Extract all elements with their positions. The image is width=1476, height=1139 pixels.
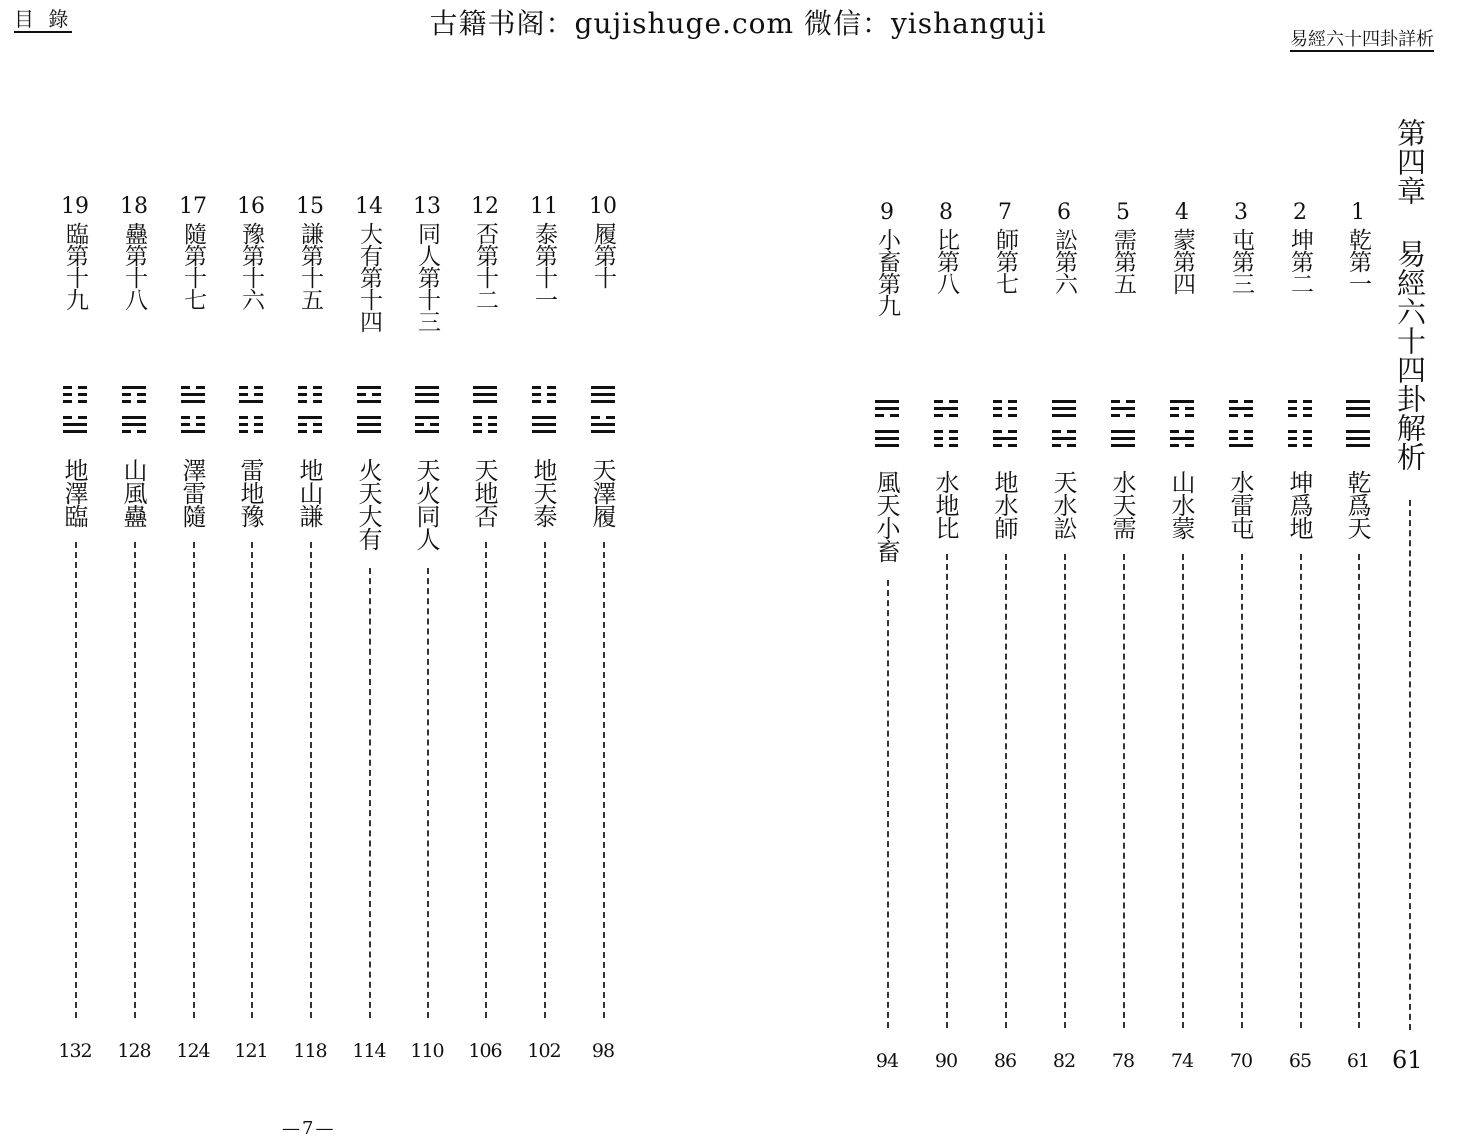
page-number: 70 <box>1229 1050 1253 1072</box>
yang-line <box>1111 407 1135 410</box>
header-left-label: 目 錄 <box>14 7 73 31</box>
trigram-icon <box>122 416 146 434</box>
entry-title: 坤第二 <box>1287 228 1313 294</box>
yang-line <box>181 430 205 433</box>
entry-title: 屯第三 <box>1228 228 1254 294</box>
hexagram-name: 火天大有 <box>354 458 382 550</box>
leader-dashes <box>134 542 136 1018</box>
trigram-icon <box>1111 400 1135 418</box>
yin-line <box>181 386 205 389</box>
toc-entry[interactable] <box>407 0 447 1134</box>
trigram-icon <box>1052 400 1076 418</box>
yin-line <box>1229 430 1253 433</box>
entry-title: 臨第十九 <box>62 222 88 310</box>
yin-line <box>298 423 322 426</box>
trigram-icon <box>1229 400 1253 418</box>
entry-number: 14 <box>355 194 383 219</box>
yang-line <box>415 430 439 433</box>
leader-dashes <box>1358 554 1360 1028</box>
page-number: 94 <box>875 1050 899 1072</box>
toc-entry[interactable] <box>583 0 623 1134</box>
entry-number: 16 <box>237 194 265 219</box>
page-number: 78 <box>1111 1050 1135 1072</box>
toc-entry[interactable] <box>1221 0 1261 1134</box>
trigram-icon <box>415 386 439 404</box>
trigram-icon <box>298 416 322 434</box>
yang-line <box>1346 444 1370 447</box>
entry-number: 9 <box>880 200 894 225</box>
trigram-icon <box>993 400 1017 418</box>
yang-line <box>63 423 87 426</box>
yin-line <box>1111 414 1135 417</box>
yang-line <box>591 430 615 433</box>
yin-line <box>122 393 146 396</box>
yin-line <box>1170 430 1194 433</box>
page-number: 102 <box>527 1040 561 1062</box>
hexagram-name: 地澤臨 <box>60 458 88 527</box>
hexagram-name: 天火同人 <box>412 458 440 550</box>
yin-line <box>1288 437 1312 440</box>
chapter-leader-line <box>1409 500 1411 1030</box>
yin-line <box>532 400 556 403</box>
toc-entry[interactable] <box>349 0 389 1134</box>
yang-line <box>357 386 381 389</box>
page-number: 132 <box>58 1040 92 1062</box>
yang-line <box>122 423 146 426</box>
entry-title: 比第八 <box>933 228 959 294</box>
leader-dashes <box>603 542 605 1018</box>
yang-line <box>532 423 556 426</box>
yin-line <box>473 423 497 426</box>
entry-title: 乾第一 <box>1345 228 1371 294</box>
yang-line <box>1111 444 1135 447</box>
leader-dashes <box>544 542 546 1018</box>
trigram-icon <box>1052 430 1076 448</box>
hexagram-name: 山水蒙 <box>1167 470 1195 539</box>
entry-title: 蠱第十八 <box>121 222 147 310</box>
yang-line <box>1052 407 1076 410</box>
yang-line <box>239 400 263 403</box>
trigram-icon <box>875 430 899 448</box>
toc-entry[interactable] <box>465 0 505 1134</box>
hexagram-name: 澤雷隨 <box>178 458 206 527</box>
yin-line <box>1288 407 1312 410</box>
hexagram-name: 地山謙 <box>295 458 323 527</box>
page-number: 121 <box>234 1040 268 1062</box>
yang-line <box>1346 414 1370 417</box>
trigram-icon <box>1288 400 1312 418</box>
hexagram-name: 地天泰 <box>529 458 557 527</box>
yang-line <box>1052 437 1076 440</box>
toc-entry[interactable] <box>114 0 154 1134</box>
yin-line <box>181 423 205 426</box>
yang-line <box>1229 407 1253 410</box>
yin-line <box>1229 437 1253 440</box>
yang-line <box>357 416 381 419</box>
yang-line <box>1170 400 1194 403</box>
page-number: 82 <box>1052 1050 1076 1072</box>
yang-line <box>415 393 439 396</box>
trigram-icon <box>1229 430 1253 448</box>
yin-line <box>934 444 958 447</box>
trigram-icon <box>357 416 381 434</box>
yin-line <box>1170 414 1194 417</box>
leader-dashes <box>193 542 195 1018</box>
yang-line <box>875 430 899 433</box>
leader-dashes <box>887 580 889 1028</box>
yin-line <box>239 423 263 426</box>
leader-dashes <box>310 542 312 1018</box>
trigram-icon <box>1288 430 1312 448</box>
yin-line <box>473 430 497 433</box>
yin-line <box>239 386 263 389</box>
yin-line <box>63 416 87 419</box>
yin-line <box>1052 444 1076 447</box>
yin-line <box>993 414 1017 417</box>
yin-line <box>1288 444 1312 447</box>
yin-line <box>1170 444 1194 447</box>
yin-line <box>1229 414 1253 417</box>
leader-dashes <box>946 554 948 1028</box>
yang-line <box>532 416 556 419</box>
entry-number: 1 <box>1351 200 1365 225</box>
yang-line <box>415 386 439 389</box>
trigram-icon <box>1170 400 1194 418</box>
yin-line <box>473 416 497 419</box>
leader-dashes <box>1064 554 1066 1028</box>
entry-number: 11 <box>530 194 558 219</box>
yin-line <box>993 400 1017 403</box>
yang-line <box>63 430 87 433</box>
entry-number: 10 <box>589 194 617 219</box>
yang-line <box>591 400 615 403</box>
entry-number: 15 <box>296 194 324 219</box>
yin-line <box>934 437 958 440</box>
yin-line <box>1288 400 1312 403</box>
yang-line <box>875 444 899 447</box>
yang-line <box>1052 400 1076 403</box>
yin-line <box>875 414 899 417</box>
entry-title: 蒙第四 <box>1169 228 1195 294</box>
yang-line <box>1170 437 1194 440</box>
hexagram-name: 水天需 <box>1108 470 1136 539</box>
trigram-icon <box>239 386 263 404</box>
entry-number: 7 <box>998 200 1012 225</box>
entry-number: 13 <box>413 194 441 219</box>
yang-line <box>591 386 615 389</box>
yin-line <box>993 444 1017 447</box>
toc-entry[interactable] <box>1162 0 1202 1134</box>
yang-line <box>875 437 899 440</box>
yin-line <box>1052 430 1076 433</box>
yin-line <box>63 400 87 403</box>
toc-entry[interactable] <box>173 0 213 1134</box>
yin-line <box>934 400 958 403</box>
yang-line <box>1229 444 1253 447</box>
yin-line <box>993 407 1017 410</box>
entry-title: 小畜第九 <box>874 228 900 316</box>
trigram-icon <box>181 416 205 434</box>
yin-line <box>239 430 263 433</box>
yang-line <box>415 400 439 403</box>
toc-entry[interactable] <box>1338 0 1378 1134</box>
toc-entry[interactable] <box>1103 0 1143 1134</box>
yin-line <box>181 416 205 419</box>
yang-line <box>357 430 381 433</box>
leader-dashes <box>485 542 487 1018</box>
yang-line <box>1052 414 1076 417</box>
trigram-icon <box>63 416 87 434</box>
hexagram-name: 雷地豫 <box>236 458 264 527</box>
trigram-icon <box>532 386 556 404</box>
chapter-page-number: 61 <box>1392 1046 1423 1074</box>
yin-line <box>298 400 322 403</box>
yang-line <box>357 423 381 426</box>
leader-dashes <box>1182 554 1184 1028</box>
entry-title: 訟第六 <box>1051 228 1077 294</box>
entry-title: 否第十二 <box>472 222 498 310</box>
yang-line <box>875 407 899 410</box>
page-number: 65 <box>1288 1050 1312 1072</box>
toc-entry[interactable] <box>290 0 330 1134</box>
hexagram-name: 風天小畜 <box>872 470 900 562</box>
hexagram-name: 天澤履 <box>588 458 616 527</box>
toc-entry[interactable] <box>231 0 271 1134</box>
yin-line <box>239 416 263 419</box>
yang-line <box>1111 430 1135 433</box>
leader-dashes <box>251 542 253 1018</box>
yang-line <box>122 416 146 419</box>
page-number: 86 <box>993 1050 1017 1072</box>
header-right-label: 易經六十四卦詳析 <box>1290 29 1434 50</box>
leader-dashes <box>369 568 371 1018</box>
yin-line <box>993 430 1017 433</box>
entry-title: 謙第十五 <box>297 222 323 310</box>
toc-entry[interactable] <box>867 0 907 1134</box>
yin-line <box>934 430 958 433</box>
toc-entry[interactable] <box>926 0 966 1134</box>
toc-entry[interactable] <box>1280 0 1320 1134</box>
yin-line <box>532 393 556 396</box>
yang-line <box>1346 407 1370 410</box>
toc-entry[interactable] <box>524 0 564 1134</box>
yin-line <box>298 393 322 396</box>
trigram-icon <box>239 416 263 434</box>
yin-line <box>298 386 322 389</box>
toc-entry[interactable] <box>985 0 1025 1134</box>
hexagram-name: 山風蠱 <box>119 458 147 527</box>
hexagram-name: 天地否 <box>470 458 498 527</box>
entry-number: 2 <box>1293 200 1307 225</box>
yin-line <box>1288 430 1312 433</box>
yang-line <box>532 430 556 433</box>
yang-line <box>473 393 497 396</box>
trigram-icon <box>63 386 87 404</box>
folio: —7— <box>282 1118 336 1139</box>
entry-number: 17 <box>179 194 207 219</box>
entry-title: 履第十 <box>590 222 616 288</box>
yin-line <box>1288 414 1312 417</box>
trigram-icon <box>875 400 899 418</box>
yang-line <box>181 400 205 403</box>
page-number: 114 <box>352 1040 386 1062</box>
yang-line <box>1346 430 1370 433</box>
yin-line <box>934 414 958 417</box>
leader-dashes <box>1123 554 1125 1028</box>
entry-number: 5 <box>1116 200 1130 225</box>
page-number: 106 <box>468 1040 502 1062</box>
chapter-title: 第四章 易經六十四卦解析 <box>1393 118 1427 471</box>
yang-line <box>1111 437 1135 440</box>
entry-number: 4 <box>1175 200 1189 225</box>
yin-line <box>122 400 146 403</box>
entry-title: 同人第十三 <box>414 222 440 332</box>
page-number: 61 <box>1346 1050 1370 1072</box>
hexagram-name: 水地比 <box>931 470 959 539</box>
trigram-icon <box>473 386 497 404</box>
page-number: 90 <box>934 1050 958 1072</box>
entry-number: 8 <box>939 200 953 225</box>
trigram-icon <box>298 386 322 404</box>
trigram-icon <box>934 400 958 418</box>
yang-line <box>473 400 497 403</box>
trigram-icon <box>1346 400 1370 418</box>
yang-line <box>181 393 205 396</box>
page-number: 118 <box>293 1040 327 1062</box>
yin-line <box>1111 400 1135 403</box>
yang-line <box>473 386 497 389</box>
entry-title: 師第七 <box>992 228 1018 294</box>
trigram-icon <box>122 386 146 404</box>
yin-line <box>1229 400 1253 403</box>
yang-line <box>298 416 322 419</box>
leader-dashes <box>1300 554 1302 1028</box>
trigram-icon <box>415 416 439 434</box>
entry-title: 泰第十一 <box>531 222 557 310</box>
page-number: 124 <box>176 1040 210 1062</box>
entry-number: 12 <box>471 194 499 219</box>
yin-line <box>298 430 322 433</box>
hexagram-name: 坤爲地 <box>1285 470 1313 539</box>
yin-line <box>122 430 146 433</box>
page-number: 98 <box>591 1040 615 1062</box>
entry-title: 需第五 <box>1110 228 1136 294</box>
toc-entry[interactable] <box>55 0 95 1134</box>
yin-line <box>63 386 87 389</box>
watermark-text: 古籍书阁：gujishuge.com 微信：yishanguji <box>429 7 1047 40</box>
page-number: 110 <box>410 1040 444 1062</box>
yang-line <box>934 407 958 410</box>
trigram-icon <box>357 386 381 404</box>
entry-number: 3 <box>1234 200 1248 225</box>
hexagram-name: 水雷屯 <box>1226 470 1254 539</box>
entry-title: 大有第十四 <box>356 222 382 332</box>
yin-line <box>591 416 615 419</box>
yang-line <box>591 393 615 396</box>
yang-line <box>122 386 146 389</box>
yin-line <box>239 393 263 396</box>
yang-line <box>875 400 899 403</box>
yin-line <box>63 393 87 396</box>
leader-dashes <box>1005 554 1007 1028</box>
trigram-icon <box>591 416 615 434</box>
trigram-icon <box>993 430 1017 448</box>
yin-line <box>532 386 556 389</box>
yang-line <box>591 423 615 426</box>
entry-title: 豫第十六 <box>238 222 264 310</box>
hexagram-name: 乾爲天 <box>1343 470 1371 539</box>
yang-line <box>415 416 439 419</box>
yang-line <box>1346 437 1370 440</box>
leader-dashes <box>427 568 429 1018</box>
entry-title: 隨第十七 <box>180 222 206 310</box>
yin-line <box>357 393 381 396</box>
leader-dashes <box>75 542 77 1018</box>
trigram-icon <box>1346 430 1370 448</box>
page-number: 74 <box>1170 1050 1194 1072</box>
entry-number: 6 <box>1057 200 1071 225</box>
trigram-icon <box>934 430 958 448</box>
trigram-icon <box>473 416 497 434</box>
hexagram-name: 天水訟 <box>1049 470 1077 539</box>
hexagram-name: 地水師 <box>990 470 1018 539</box>
trigram-icon <box>591 386 615 404</box>
trigram-icon <box>181 386 205 404</box>
toc-entry[interactable] <box>1044 0 1084 1134</box>
yang-line <box>993 437 1017 440</box>
yang-line <box>357 400 381 403</box>
yin-line <box>415 423 439 426</box>
trigram-icon <box>1170 430 1194 448</box>
yang-line <box>1346 400 1370 403</box>
page-number: 128 <box>117 1040 151 1062</box>
leader-dashes <box>1241 554 1243 1028</box>
entry-number: 18 <box>120 194 148 219</box>
trigram-icon <box>532 416 556 434</box>
yin-line <box>1170 407 1194 410</box>
trigram-icon <box>1111 430 1135 448</box>
entry-number: 19 <box>61 194 89 219</box>
